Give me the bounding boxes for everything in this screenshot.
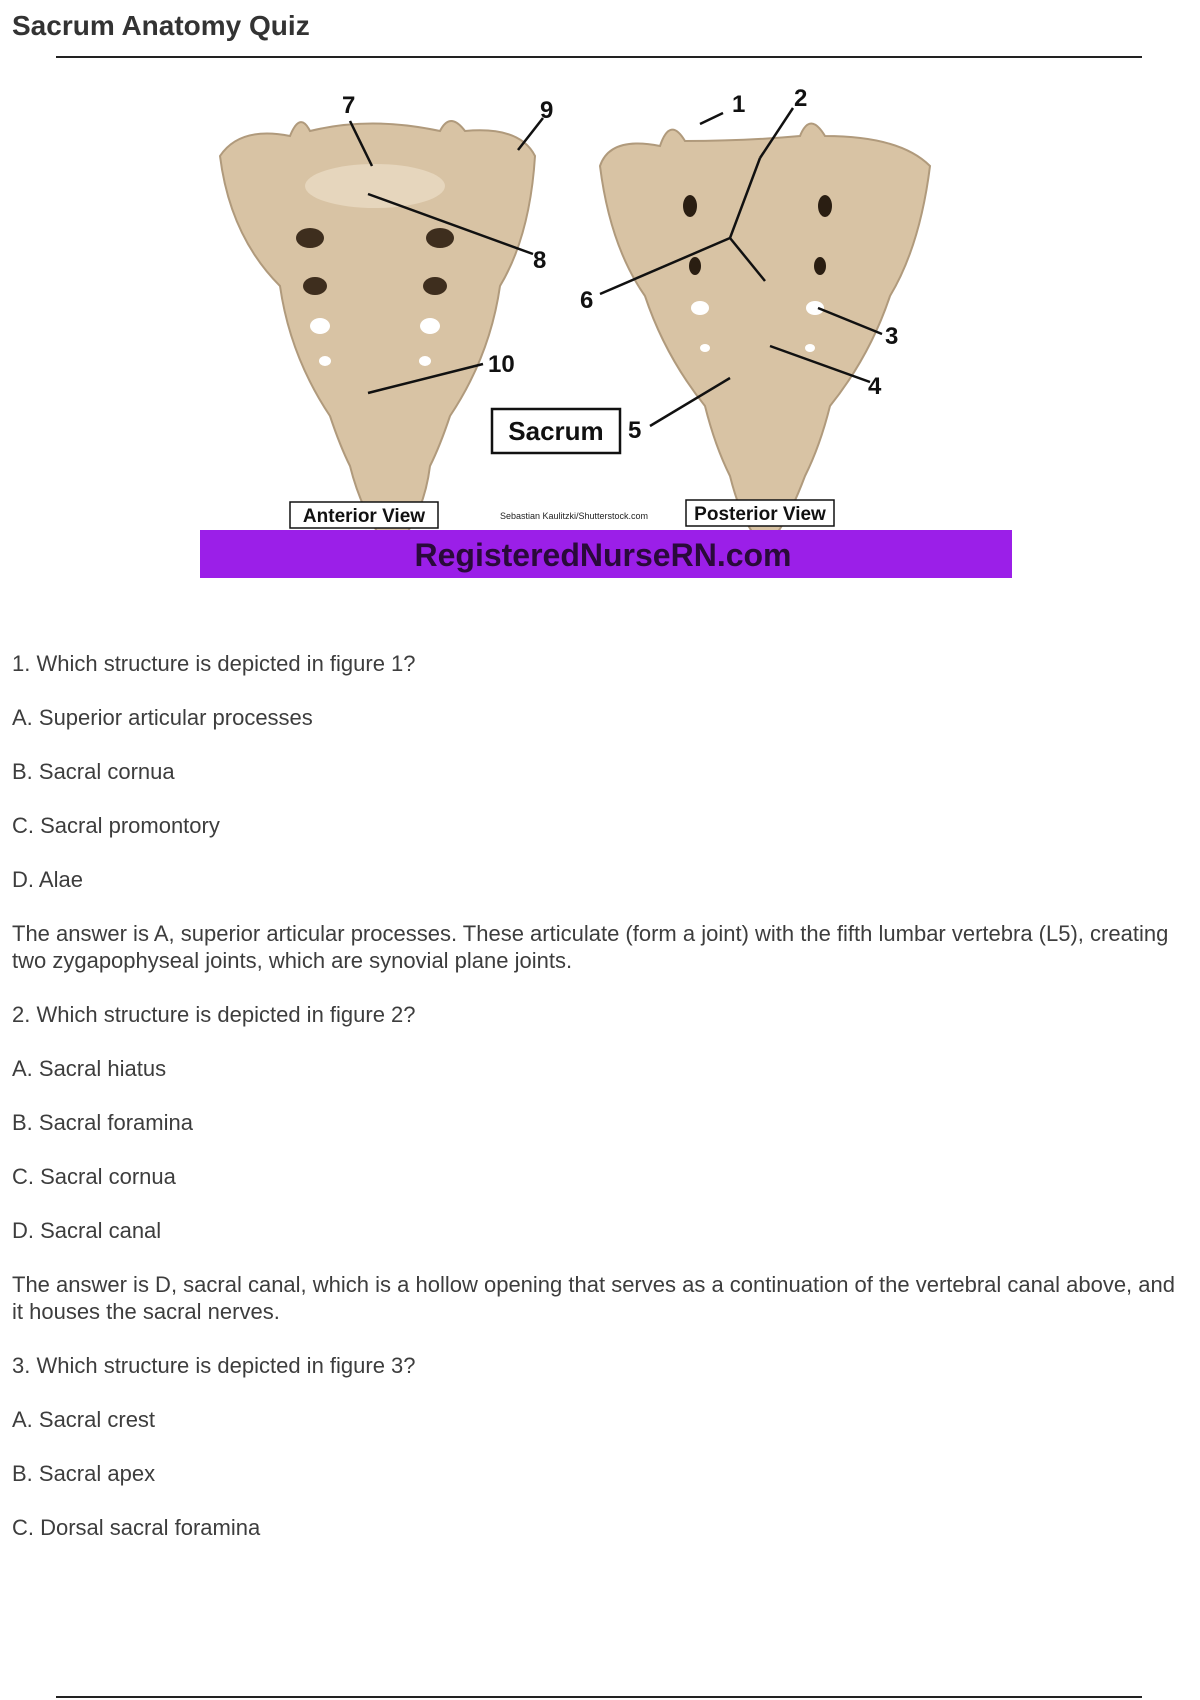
question-2-option-d: D. Sacral canal [12,1218,162,1243]
top-divider [56,56,1142,58]
figure-label-2: 2 [794,86,808,112]
question-3-option-b: B. Sacral apex [12,1461,156,1486]
figure-label-4: 4 [868,373,882,400]
sacrum-diagram [200,86,1030,626]
question-2: 2. Which structure is depicted in figure 2? [12,1002,416,1027]
question-2-option-c: C. Sacral cornua [12,1164,176,1189]
figure-label-10: 10 [488,351,515,378]
posterior-view-label: Posterior View [694,504,826,525]
sacrum-figure [200,86,1030,626]
figure-label-3: 3 [885,323,899,350]
posterior-sacrum-bone [600,124,930,547]
question-3: 3. Which structure is depicted in figure 3? [12,1353,416,1378]
question-1-option-a: A. Superior articular processes [12,705,313,730]
question-3-option-a: A. Sacral crest [12,1407,156,1432]
figure-label-9: 9 [540,97,554,124]
sacrum-label: Sacrum [508,416,604,446]
figure-label-8: 8 [533,247,547,274]
question-1-answer: The answer is A, superior articular processes. These articulate (form a joint) with the fifth lumbar vertebra (L5), creating two zygapophyseal joints, which are synovial plane joints. [12,921,1169,973]
anterior-promontory [305,164,445,208]
question-2-answer: The answer is D, sacral canal, which is a hollow opening that serves as a continuation of the vertebral canal above, and it houses the sacral nerves. [12,1272,1175,1324]
figure-label-6: 6 [580,287,594,314]
site-banner-text: RegisteredNurseRN.com [414,537,792,573]
page-title: Sacrum Anatomy Quiz [12,10,310,41]
image-credit: Sebastian Kaulitzki/Shutterstock.com [499,511,649,521]
question-1-option-c: C. Sacral promontory [12,813,220,838]
question-1-option-d: D. Alae [12,867,83,892]
question-2-option-b: B. Sacral foramina [12,1110,193,1135]
quiz-content [12,650,1192,1568]
question-1: 1. Which structure is depicted in figure 1? [12,651,416,676]
anterior-view-label: Anterior View [302,506,426,527]
figure-label-7: 7 [342,92,356,119]
figure-label-1: 1 [732,91,746,118]
question-1-option-b: B. Sacral cornua [12,759,175,784]
bottom-divider [56,1696,1142,1698]
question-2-option-a: A. Sacral hiatus [12,1056,167,1081]
question-3-option-c: C. Dorsal sacral foramina [12,1515,261,1540]
figure-label-5: 5 [628,417,642,444]
